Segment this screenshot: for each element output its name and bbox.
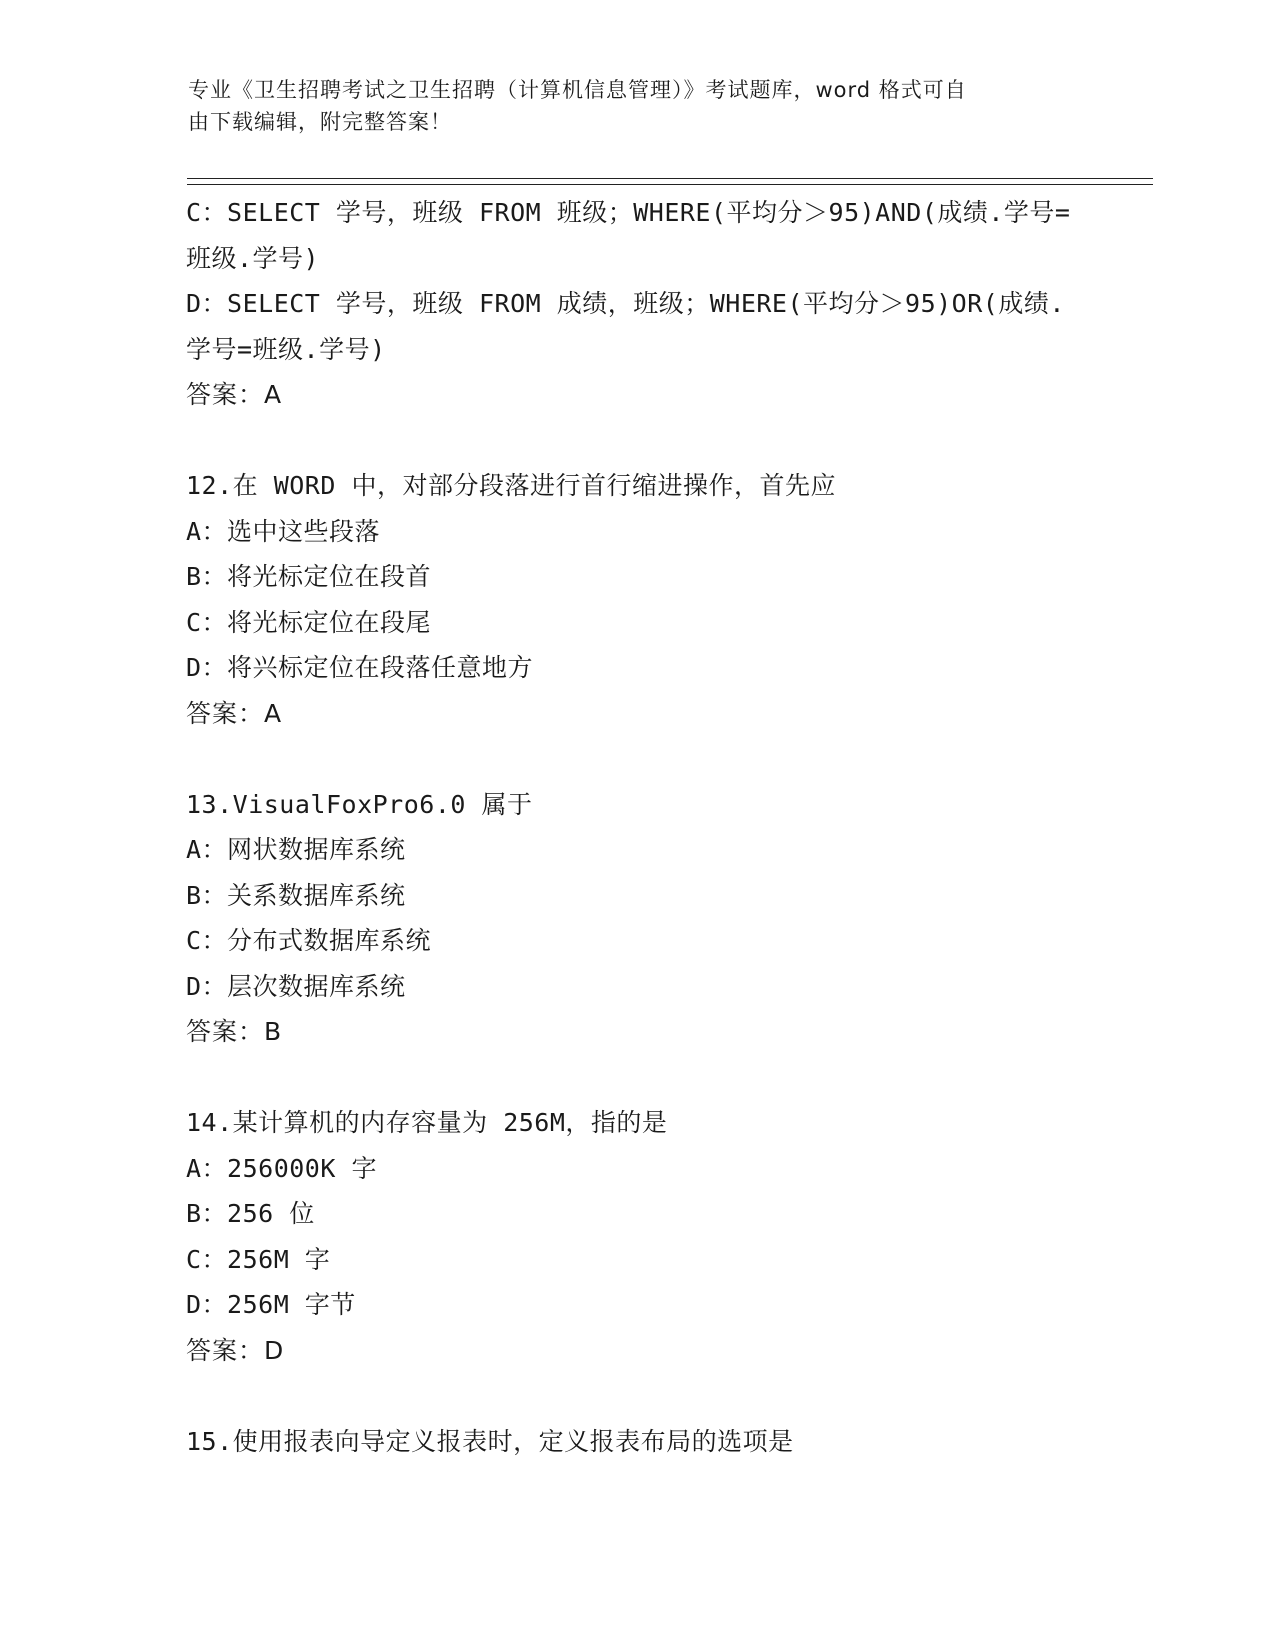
option-c-line-1: C：SELECT 学号，班级 FROM 班级；WHERE(平均分＞95)AND(成绩.学号= <box>186 198 1071 227</box>
answer-11: 答案：A <box>186 380 283 409</box>
document-header <box>188 74 1068 138</box>
question-15 <box>186 1419 1086 1465</box>
option-d-line-2: 学号=班级.学号) <box>186 334 386 364</box>
answer: 答案：D <box>186 1335 285 1365</box>
document-body <box>186 190 1086 1464</box>
option-b: B：将光标定位在段首 <box>186 562 432 591</box>
question-stem: 14.某计算机的内存容量为 256M，指的是 <box>186 1108 668 1137</box>
option-c: C：256M 字 <box>186 1244 331 1274</box>
option-c: C：分布式数据库系统 <box>186 926 432 955</box>
option-d: D：256M 字节 <box>186 1290 356 1319</box>
header-double-rule <box>187 178 1153 185</box>
option-c: C：将光标定位在段尾 <box>186 607 432 637</box>
option-c-line-2: 班级.学号) <box>186 243 320 273</box>
question-stem: 15.使用报表向导定义报表时，定义报表布局的选项是 <box>186 1426 794 1456</box>
option-d-line-1: D：SELECT 学号，班级 FROM 成绩，班级；WHERE(平均分＞95)OR(成绩. <box>186 289 1065 318</box>
option-b: B：256 位 <box>186 1199 315 1228</box>
question-14 <box>186 1100 1086 1373</box>
header-line-1: 专业《卫生招聘考试之卫生招聘（计算机信息管理）》考试题库，word 格式可自 <box>188 78 967 102</box>
answer: 答案：B <box>186 1017 283 1046</box>
question-11-continuation <box>186 190 1086 418</box>
header-line-2: 由下载编辑，附完整答案！ <box>188 110 452 134</box>
option-a: A：256000K 字 <box>186 1153 377 1183</box>
option-d: D：层次数据库系统 <box>186 971 406 1001</box>
question-12 <box>186 463 1086 736</box>
option-a: A：网状数据库系统 <box>186 835 406 864</box>
answer: 答案：A <box>186 698 283 728</box>
option-b: B：关系数据库系统 <box>186 880 406 910</box>
option-a: A：选中这些段落 <box>186 516 381 546</box>
question-13 <box>186 782 1086 1055</box>
option-d: D：将兴标定位在段落任意地方 <box>186 653 534 682</box>
question-stem: 12.在 WORD 中，对部分段落进行首行缩进操作，首先应 <box>186 471 836 500</box>
question-stem: 13.VisualFoxPro6.0 属于 <box>186 789 533 819</box>
